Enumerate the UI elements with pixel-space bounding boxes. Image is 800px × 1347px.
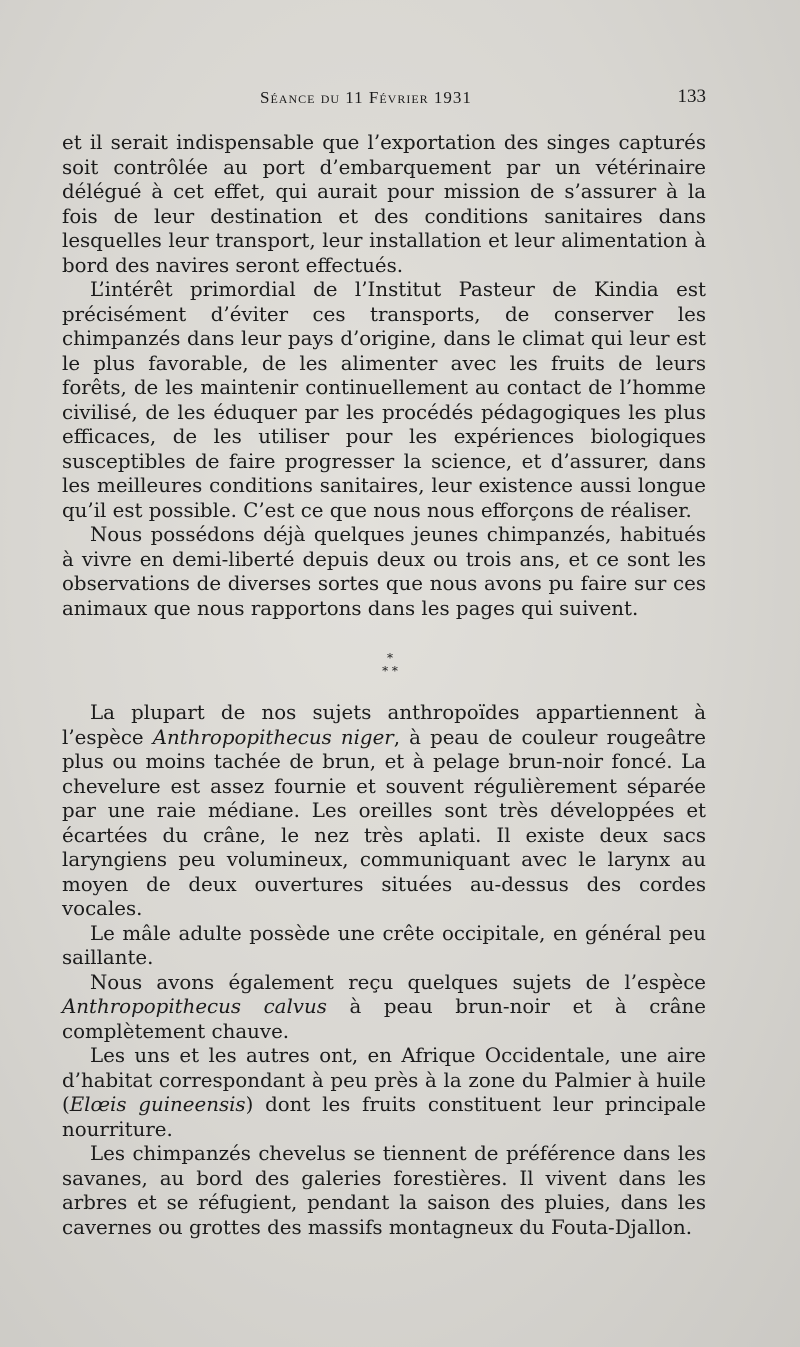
- paragraph-male-adulte: Le mâle adulte possède une crête occipitale, en général peu saillante.: [62, 921, 706, 969]
- paragraph-institut-pasteur: L’intérêt primordial de l’Institut Pasteur de Kindia est précisément d’éviter ces transports, de conserver les chimpanzés dans leur pays d’origine, dans le climat qui leur est le plus favorable, de les alimenter avec les fruits de leurs forêts, de les maintenir continuellement au contact de l’homme civilisé, de les éduquer par les procédés pédagogiques les plus efficaces, de les utiliser pour les expériences biologiques susceptibles de faire progresser la science, et d’assurer, dans les meilleures conditions sanitaires, leur existence aussi longue qu’il est possible. C’est ce que nous nous efforçons de réaliser.: [62, 278, 706, 522]
- page-header: [62, 86, 706, 112]
- paragraph-savanes: Les chimpanzés chevelus se tiennent de préférence dans les savanes, au bord des galeries forestières. Il vivent dans les arbres et se réfugient, pendant la saison des pluies, dans les cavernes ou grottes des massifs montagneux du Fouta-Djallon.: [62, 1142, 706, 1239]
- paragraph-espece-niger: La plupart de nos sujets anthropoïdes appartiennent à l’espèce Anthropopithecus niger, à peau de couleur rougeâtre plus ou moins tachée de brun, et à pelage brun-noir foncé. La chevelure est assez fournie et souvent régulièrement séparée par une raie médiane. Les oreilles sont très développées et écartées du crâne, le nez très aplati. Il existe deux sacs laryngiens peu volumineux, communiquant avec le larynx au moyen de deux ouvertures situées au-dessus des cordes vocales.: [62, 701, 707, 920]
- paragraph-habitat: Les uns et les autres ont, en Afrique Occidentale, une aire d’habitat correspondant à peu près à la zone du Palmier à huile (Elœis guineensis) dont les fruits constituent leur principale nourriture.: [62, 1044, 707, 1141]
- running-title: Séance du 11 Février 1931: [260, 88, 472, 107]
- page-number: 133: [677, 86, 706, 107]
- separator-stars-bottom: * *: [382, 664, 398, 678]
- body-section-2: [62, 701, 706, 1240]
- section-separator: [370, 652, 410, 678]
- paragraph-jeunes-chimpanzes: Nous possédons déjà quelques jeunes chimpanzés, habitués à vivre en demi-liberté depuis deux ou trois ans, et ce sont les observations de diverses sortes que nous avons pu faire sur ces animaux que nous rapportons dans les pages qui suivent.: [62, 523, 706, 620]
- species-name: Elœis guineensis: [69, 1093, 246, 1116]
- paragraph-espece-calvus: Nous avons également reçu quelques sujets de l’espèce Anthropopithecus calvus à peau brun-noir et à crâne complètement chauve.: [62, 970, 706, 1043]
- species-name: Anthropopithecus calvus: [62, 995, 327, 1018]
- species-name: Anthropopithecus niger: [152, 725, 394, 749]
- paragraph-continued: et il serait indispensable que l’exportation des singes capturés soit contrôlée au port d’embarquement par un vétérinaire délégué à cet effet, qui aurait pour mission de s’assurer à la fois de leur destination et des conditions sanitaires dans lesquelles leur transport, leur installation et leur alimentation à bord des navires seront effectués.: [62, 131, 706, 277]
- body-section-1: [62, 131, 706, 621]
- separator-star-top: *: [387, 651, 393, 665]
